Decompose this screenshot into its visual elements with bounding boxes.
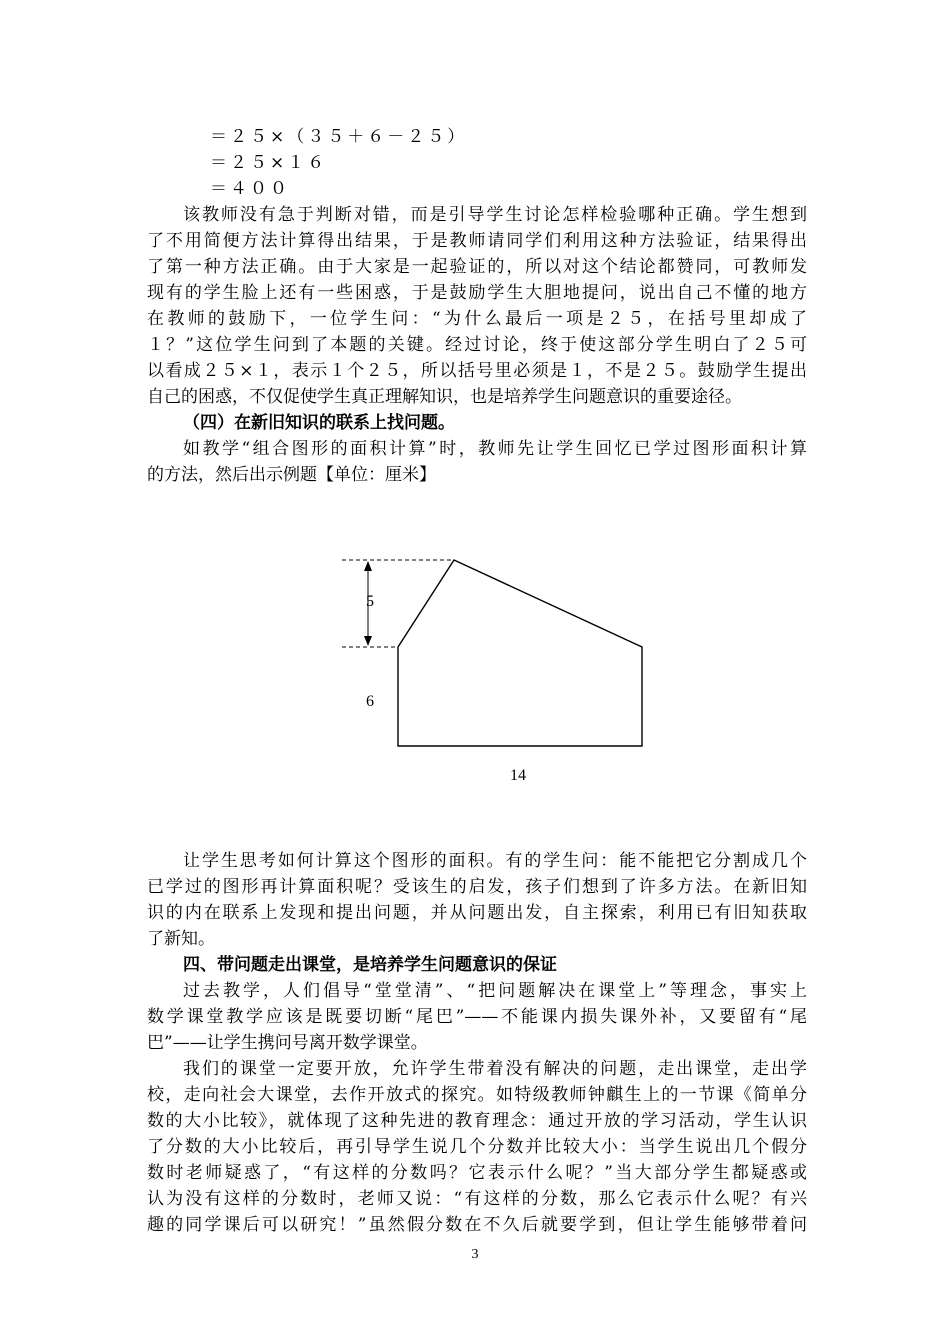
paragraph-line: 数的大小比较》，就体现了这种先进的教育理念：通过开放的学习活动，学生认识 [147,1111,807,1131]
paragraph-line: 数学课堂教学应该是既要切断“尾巴”——不能课内损失课外补，又要留有“尾 [147,1007,807,1027]
equation-line: ＝４００ [210,179,290,199]
paragraph-line: 自己的困惑，不仅促使学生真正理解知识，也是培养学生问题意识的重要途径。 [147,387,742,407]
paragraph-line: 了第一种方法正确。由于大家是一起验证的，所以对这个结论都赞同，可教师发 [147,257,807,277]
paragraph-line: 已学过的图形再计算面积呢？受该生的启发，孩子们想到了许多方法。在新旧知 [147,877,807,897]
page-number: 3 [471,1247,479,1262]
paragraph-line: 校，走向社会大课堂，去作开放式的探究。如特级教师钟麒生上的一节课《简单分 [147,1085,807,1105]
arrowhead-down [364,636,372,646]
height-label-5: 5 [366,593,374,610]
paragraph-line: 如教学“组合图形的面积计算”时，教师先让学生回忆已学过图形面积计算 [183,439,807,459]
paragraph-line: 识的内在联系上发现和提出问题，并从问题出发，自主探索，利用已有旧知获取 [147,903,807,923]
paragraph-line: 让学生思考如何计算这个图形的面积。有的学生问：能不能把它分割成几个 [183,851,807,871]
paragraph-line: 在教师的鼓励下，一位学生问：“为什么最后一项是２５，在括号里却成了 [147,309,807,329]
paragraph-line: 该教师没有急于判断对错，而是引导学生讨论怎样检验哪种正确。学生想到 [183,205,807,225]
width-label-14: 14 [510,767,526,784]
paragraph-line: 过去教学，人们倡导“堂堂清”、“把问题解决在课堂上”等理念，事实上 [183,981,807,1001]
section-heading: 四、带问题走出课堂，是培养学生问题意识的保证 [183,955,557,975]
paragraph-line: 了分数的大小比较后，再引导学生说几个分数并比较大小：当学生说出几个假分 [147,1137,807,1157]
paragraph-line: 以看成２５×１，表示１个２５，所以括号里必须是１，不是２５。鼓励学生提出 [147,361,807,381]
equation-line: ＝２５×（３５＋６－２５） [210,127,468,147]
paragraph-line: 趣的同学课后可以研究！”虽然假分数在不久后就要学到，但让学生能够带着问 [147,1215,807,1235]
section-heading: （四）在新旧知识的联系上找问题。 [183,413,455,433]
paragraph-line: 我们的课堂一定要开放，允许学生带着没有解决的问题，走出课堂，走出学 [183,1059,807,1079]
height-label-6: 6 [366,693,374,710]
paragraph-line: 了新知。 [147,929,215,949]
paragraph-line: 认为没有这样的分数时，老师又说：“有这样的分数，那么它表示什么呢？有兴 [147,1189,807,1209]
paragraph-line: 数时老师疑惑了，“有这样的分数吗？它表示什么呢？”当大部分学生都疑惑或 [147,1163,807,1183]
equation-line: ＝２５×１６ [210,153,328,173]
paragraph-line: 巴”——让学生携问号离开数学课堂。 [147,1033,428,1053]
composite-shape-figure [320,540,680,790]
paragraph-line: 了不用简便方法计算得出结果，于是教师请同学们利用这种方法验证，结果得出 [147,231,807,251]
paragraph-line: １？”这位学生问到了本题的关键。经过讨论，终于使这部分学生明白了２５可 [147,335,807,355]
composite-shape-outline [398,560,642,746]
arrowhead-up [364,561,372,571]
paragraph-line: 的方法，然后出示例题【单位：厘米】 [147,465,436,485]
paragraph-line: 现有的学生脸上还有一些困惑，于是鼓励学生大胆地提问，说出自己不懂的地方 [147,283,807,303]
